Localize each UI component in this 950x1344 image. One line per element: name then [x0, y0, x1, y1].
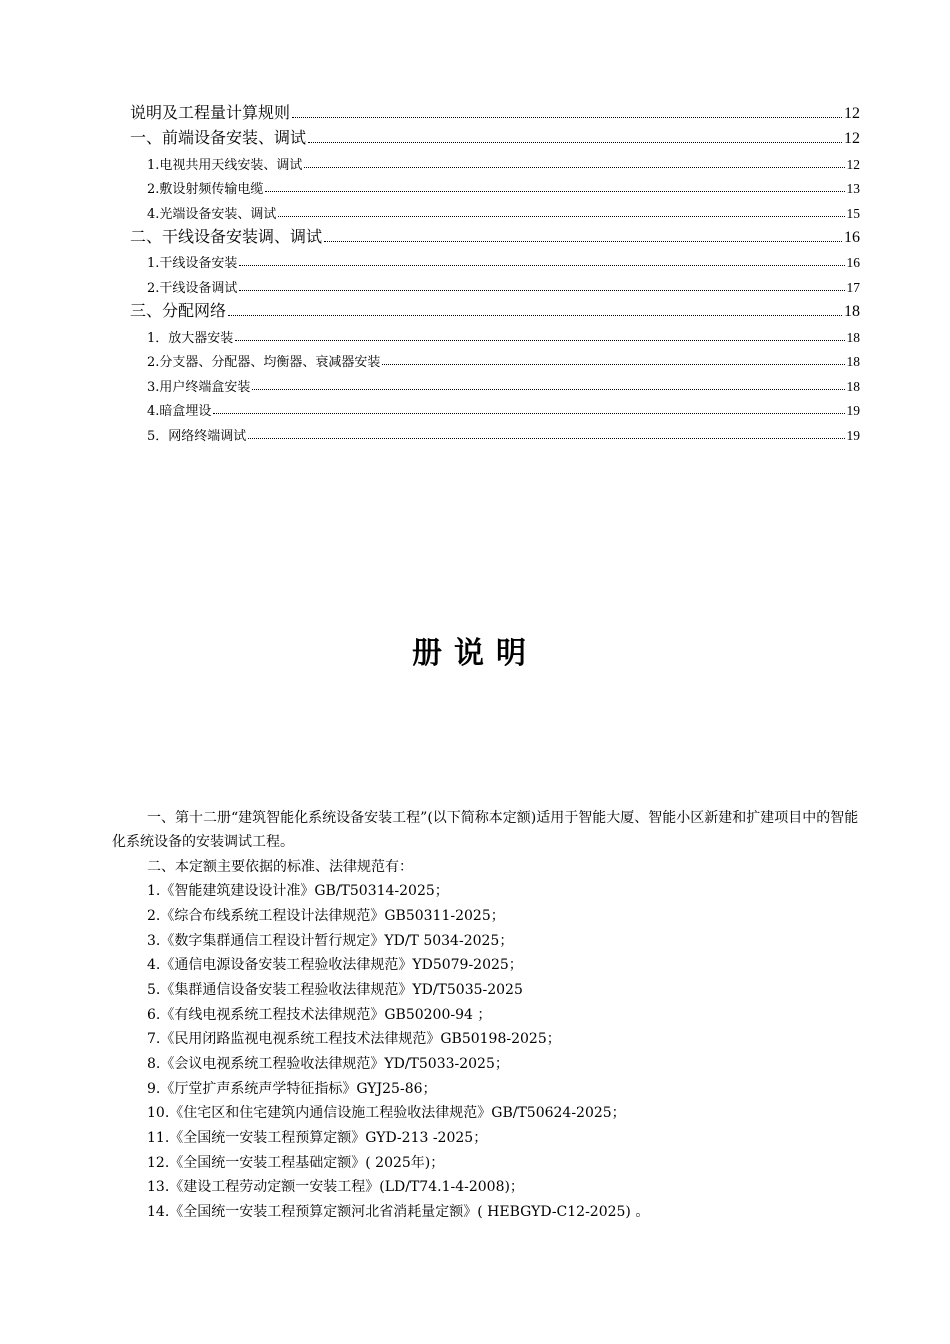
toc-entry[interactable]: [130, 370, 860, 395]
toc-entry[interactable]: [130, 247, 860, 272]
standard-item: 2.《综合布线系统工程设计法律规范》GB50311-2025；: [147, 908, 505, 925]
toc-leader: [239, 265, 844, 266]
toc-entry[interactable]: [130, 296, 860, 321]
toc-entry-text: 5．网络终端调试: [147, 428, 247, 444]
toc-entry-page: 16: [844, 228, 860, 246]
toc-entry-text: 2.敷设射频传输电缆: [147, 182, 264, 198]
toc-entry-text: 4.光端设备安装、调试: [147, 206, 277, 222]
toc-entry-text: 三、分配网络: [130, 300, 227, 320]
toc-entry-text: 2.干线设备调试: [147, 280, 238, 296]
toc-entry-text: 1．放大器安装: [147, 330, 234, 346]
toc-entry-page: 19: [846, 427, 860, 443]
toc-entry-text: 1.电视共用天线安装、调试: [147, 157, 303, 173]
toc-entry[interactable]: [130, 173, 860, 198]
standard-item: 12.《全国统一安装工程基础定额》( 2025年)；: [147, 1154, 445, 1171]
standard-item: 13.《建设工程劳动定额一安装工程》(LD/T74.1-4-2008)；: [147, 1179, 524, 1196]
toc-entry[interactable]: [130, 346, 860, 371]
toc-entry-page: 16: [846, 255, 860, 271]
toc-entry[interactable]: [130, 271, 860, 296]
standard-item: 8.《会议电视系统工程验收法律规范》YD/T5033-2025；: [147, 1056, 509, 1073]
toc-entry-text: 2.分支器、分配器、均衡器、衰减器安装: [147, 355, 381, 371]
toc-entry[interactable]: [130, 222, 860, 247]
toc-leader: [382, 364, 844, 365]
toc-entry[interactable]: [130, 321, 860, 346]
standard-item: 3.《数字集群通信工程设计暂行规定》YD/T 5034-2025；: [147, 932, 514, 949]
toc-entry-page: 12: [844, 130, 860, 147]
toc-entry[interactable]: [130, 123, 860, 148]
toc-entry-page: 13: [846, 181, 860, 197]
standard-item: 4.《通信电源设备安装工程验收法律规范》YD5079-2025；: [147, 957, 523, 974]
toc-leader: [278, 216, 844, 217]
toc-entry-page: 15: [846, 205, 860, 221]
toc-leader: [239, 290, 844, 291]
standard-item: 6.《有线电视系统工程技术法律规范》GB50200-94 ；: [147, 1006, 492, 1023]
toc-leader: [292, 117, 842, 118]
standard-item: 11.《全国统一安装工程预算定额》GYD-213 -2025；: [147, 1130, 488, 1147]
toc-entry[interactable]: [130, 148, 860, 173]
basis-heading: 二、本定额主要依据的标准、法律规范有：: [147, 858, 413, 875]
toc-leader: [265, 191, 844, 192]
intro-paragraph: 一、第十二册“建筑智能化系统设备安装工程”(以下简称本定额)适用于智能大厦、智能小区新建和扩建项目中的智能化系统设备的安装调试工程。: [112, 810, 859, 851]
toc-leader: [235, 340, 844, 341]
toc-entry-text: 4.暗盒埋设: [147, 404, 212, 420]
toc-entry[interactable]: [130, 419, 860, 444]
toc-entry-page: 19: [846, 403, 860, 419]
standard-item: 5.《集群通信设备安装工程验收法律规范》YD/T5035-2025: [147, 982, 523, 999]
standard-item: 7.《民用闭路监视电视系统工程技术法律规范》GB50198-2025；: [147, 1031, 561, 1048]
toc-entry-page: 12: [844, 105, 860, 122]
toc-entry-text: 3.用户终端盒安装: [147, 379, 251, 395]
standard-item: 10.《住宅区和住宅建筑内通信设施工程验收法律规范》GB/T50624-2025；: [147, 1105, 626, 1122]
document-body: [112, 806, 860, 1225]
toc-entry-page: 18: [846, 329, 860, 345]
standard-item: 9.《厅堂扩声系统声学特征指标》GYJ25-86；: [147, 1080, 437, 1097]
toc-leader: [228, 315, 842, 316]
section-title: 册说明: [412, 636, 538, 671]
toc-entry-page: 17: [846, 279, 860, 295]
toc-entry[interactable]: [130, 98, 860, 123]
toc-entry-text: 说明及工程量计算规则: [130, 103, 291, 122]
toc-entry-text: 一、前端设备安装、调试: [130, 128, 307, 147]
toc-leader: [304, 167, 844, 168]
toc-entry-page: 12: [846, 156, 860, 172]
toc-entry-text: 二、干线设备安装调、调试: [130, 226, 323, 246]
standard-item: 1.《智能建筑建设设计准》GB/T50314-2025；: [147, 883, 449, 900]
standard-item: 14.《全国统一安装工程预算定额河北省消耗量定额》( HEBGYD-C12-2025) 。: [147, 1204, 650, 1220]
toc-leader: [248, 438, 844, 439]
toc-entry-text: 1.干线设备安装: [147, 256, 238, 272]
toc-entry-page: 18: [844, 302, 860, 320]
toc-entry-page: 18: [846, 354, 860, 370]
toc-leader: [308, 142, 842, 143]
toc-leader: [213, 413, 844, 414]
table-of-contents: [130, 98, 860, 444]
toc-entry-page: 18: [846, 378, 860, 394]
toc-entry[interactable]: [130, 395, 860, 420]
toc-entry[interactable]: [130, 197, 860, 222]
toc-leader: [252, 389, 844, 390]
toc-leader: [324, 241, 842, 242]
